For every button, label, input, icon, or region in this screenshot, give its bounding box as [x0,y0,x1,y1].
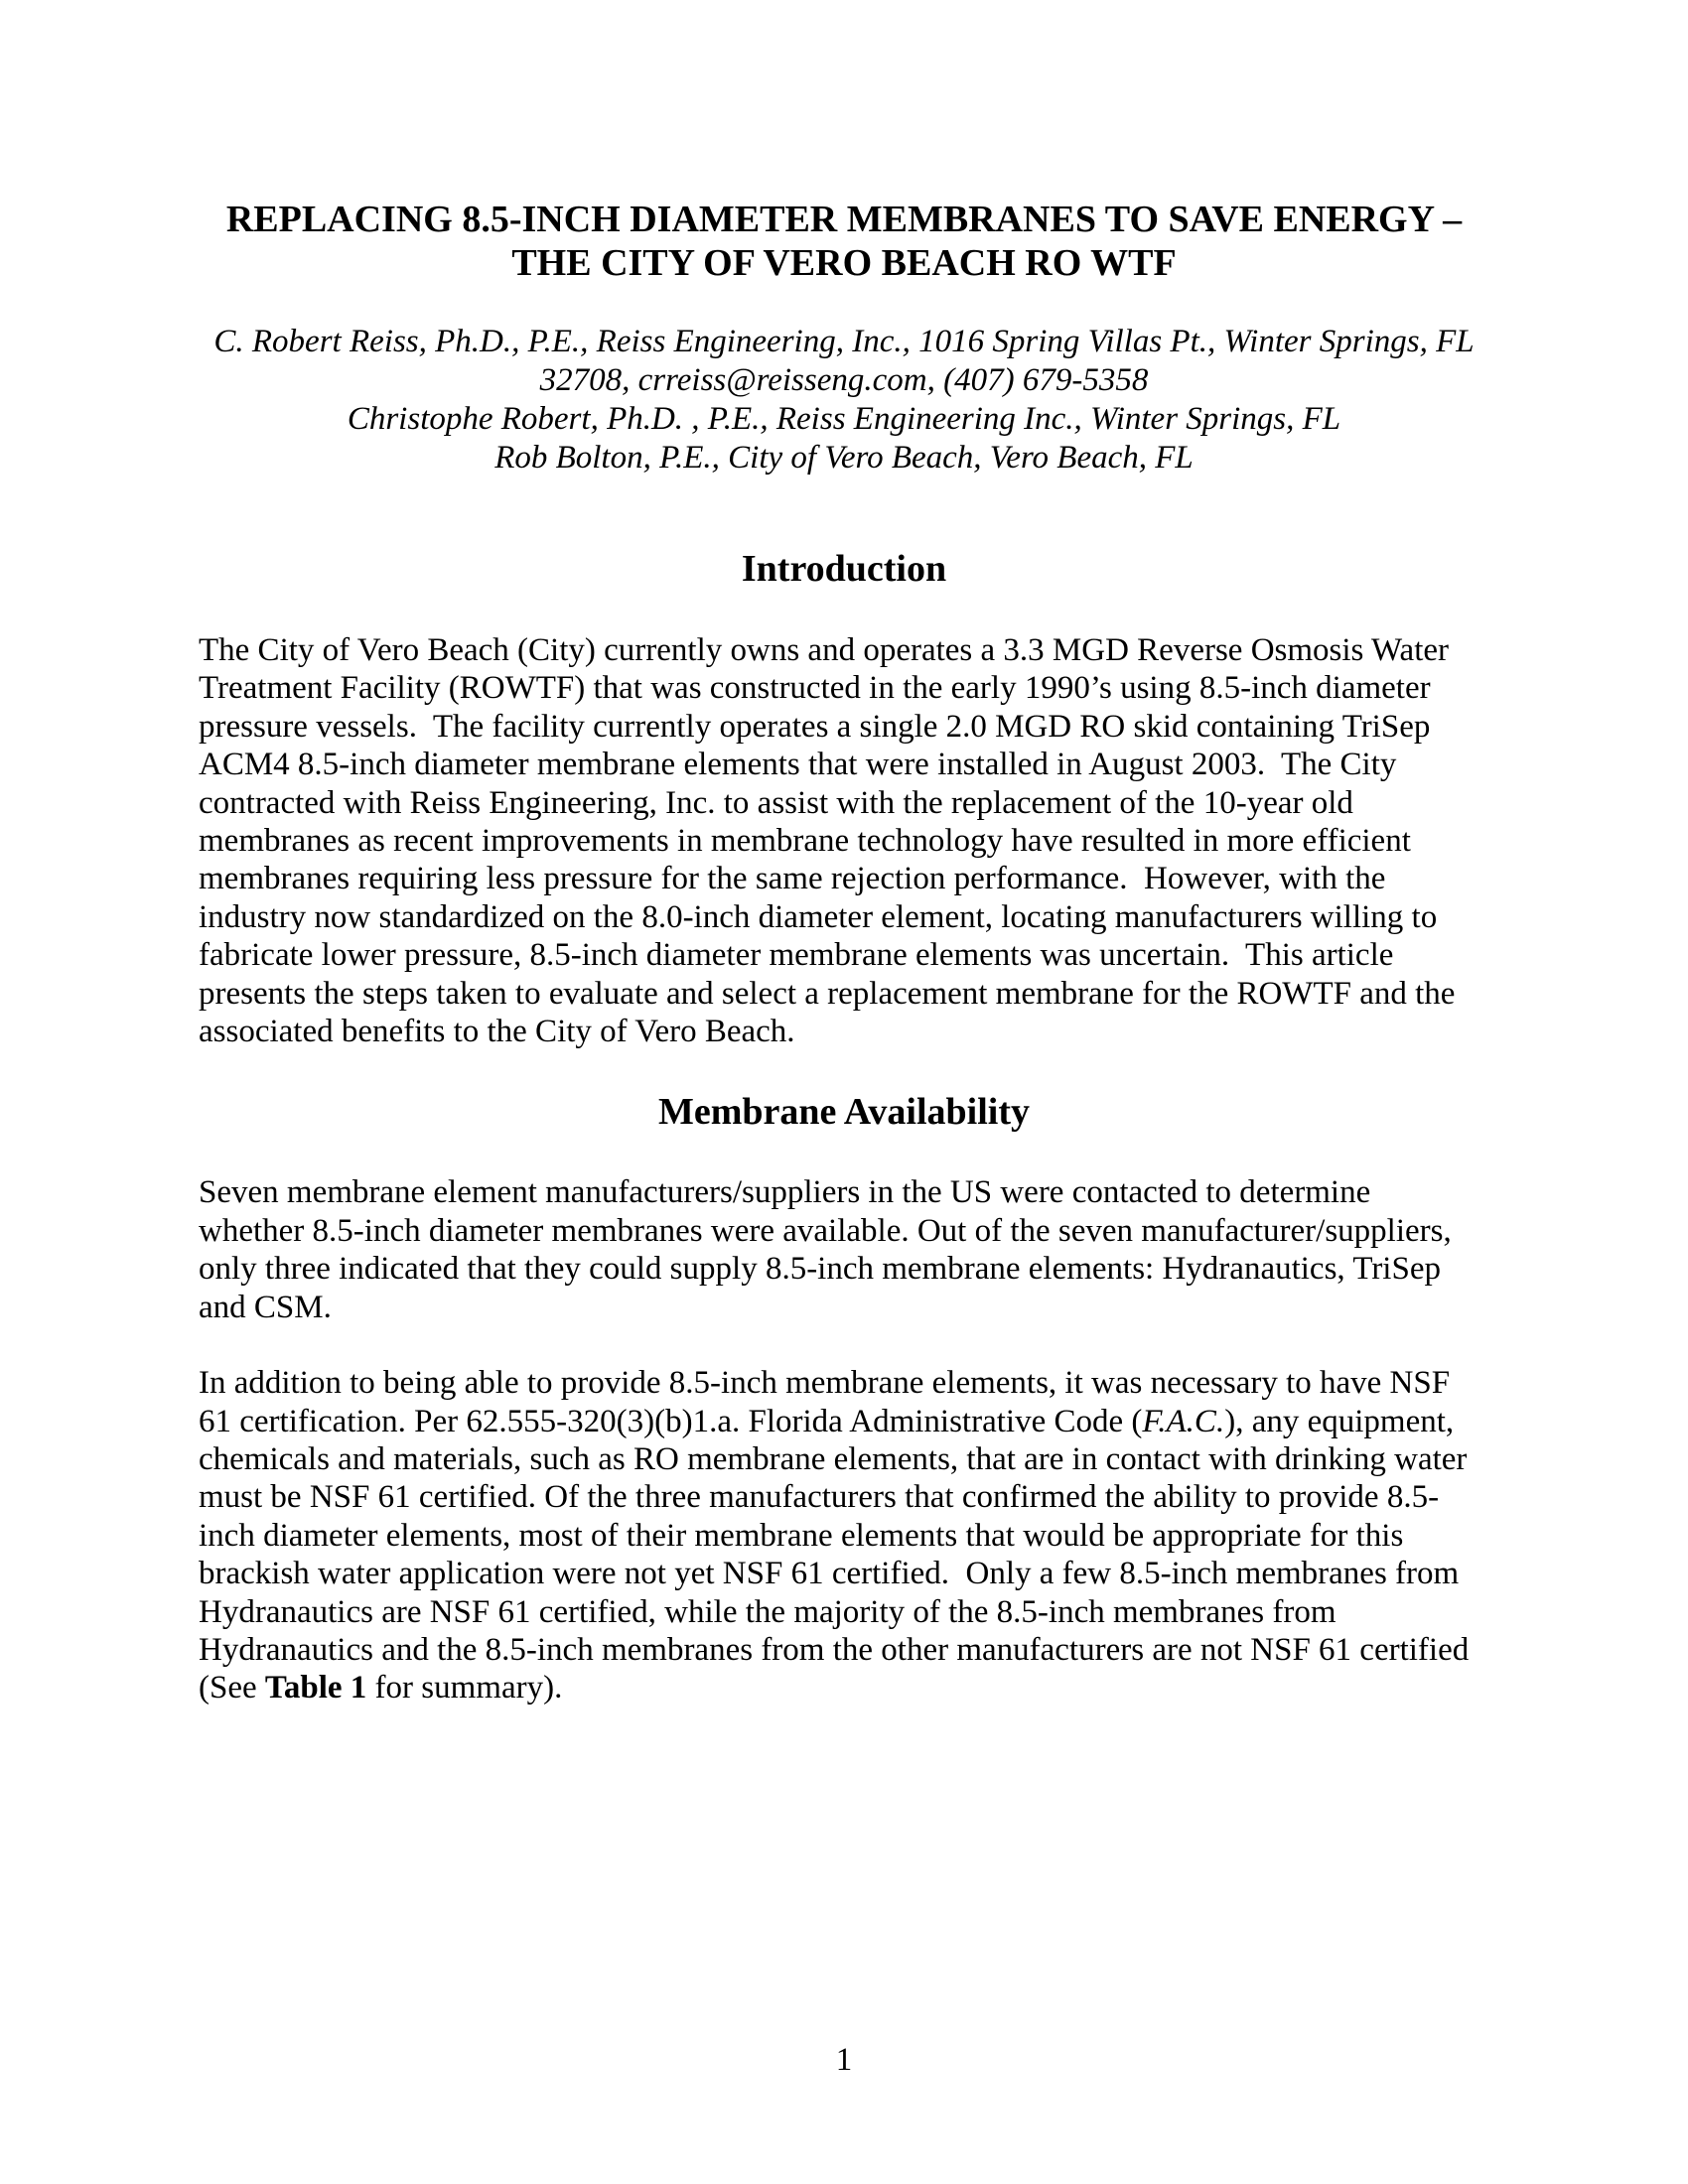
text-line: and CSM. [199,1289,332,1325]
author-block [199,323,1489,478]
text-line: fabricate lower pressure, 8.5-inch diameter membrane elements was uncertain. This article [199,937,1394,974]
text-line: membranes requiring less pressure for the same rejection performance. However, with the [199,861,1386,897]
text-line: associated benefits to the City of Vero Beach. [199,1014,795,1050]
paper-title [199,198,1489,285]
text-line: THE CITY OF VERO BEACH RO WTF [511,242,1177,284]
text-line: industry now standardized on the 8.0-inch diameter element, locating manufacturers willing to [199,898,1438,935]
text-line: Christophe Robert, Ph.D. , P.E., Reiss Engineering Inc., Winter Springs, FL [347,401,1341,437]
text-line: presents the steps taken to evaluate and select a replacement membrane for the ROWTF and the [199,975,1456,1012]
introduction-paragraph [199,631,1489,1050]
text-line: Treatment Facility (ROWTF) that was constructed in the early 1990’s using 8.5-inch diameter [199,670,1431,707]
text-line: (See Table 1 for summary). [199,1670,563,1706]
text-line: contracted with Reiss Engineering, Inc. to assist with the replacement of the 10-year old [199,784,1353,821]
text-line: Seven membrane element manufacturers/suppliers in the US were contacted to determine [199,1174,1371,1211]
text-line: membranes as recent improvements in membrane technology have resulted in more efficient [199,823,1411,860]
section-heading-introduction: Introduction [741,548,947,590]
text-line: inch diameter elements, most of their membrane elements that would be appropriate for this [199,1517,1404,1554]
membrane-availability-paragraph-2 [199,1364,1489,1707]
text-line: The City of Vero Beach (City) currently owns and operates a 3.3 MGD Reverse Osmosis Water [199,632,1449,668]
text-line: whether 8.5-inch diameter membranes were available. Out of the seven manufacturer/suppliers, [199,1212,1452,1249]
text-line: pressure vessels. The facility currently operates a single 2.0 MGD RO skid containing TriSep [199,708,1431,745]
text-line: In addition to being able to provide 8.5-inch membrane elements, it was necessary to have NSF [199,1365,1451,1402]
page-number: 1 [835,2042,853,2078]
section-heading-membrane-availability: Membrane Availability [658,1091,1030,1134]
membrane-availability-paragraph-1 [199,1173,1489,1326]
text-line: 32708, crreiss@reisseng.com, (407) 679-5358 [539,362,1149,398]
text-line: must be NSF 61 certified. Of the three manufacturers that confirmed the ability to provide 8.5- [199,1479,1440,1516]
text-line: brackish water application were not yet NSF 61 certified. Only a few 8.5-inch membranes from [199,1556,1460,1592]
text-line: Hydranautics are NSF 61 certified, while the majority of the 8.5-inch membranes from [199,1593,1336,1630]
text-line: Hydranautics and the 8.5-inch membranes from the other manufacturers are not NSF 61 certified [199,1631,1470,1668]
text-line: REPLACING 8.5-INCH DIAMETER MEMBRANES TO SAVE ENERGY – [225,199,1463,240]
text-line: only three indicated that they could supply 8.5-inch membrane elements: Hydranautics, TriSep [199,1251,1441,1288]
text-line: 61 certification. Per 62.555-320(3)(b)1.a. Florida Administrative Code (F.A.C.), any equipment, [199,1403,1455,1439]
text-line: chemicals and materials, such as RO membrane elements, that are in contact with drinking water [199,1440,1468,1477]
text-line: C. Robert Reiss, Ph.D., P.E., Reiss Engineering, Inc., 1016 Spring Villas Pt., Winter Springs, FL [213,324,1475,359]
text-line: ACM4 8.5-inch diameter membrane elements that were installed in August 2003. The City [199,747,1397,783]
text-line: Rob Bolton, P.E., City of Vero Beach, Vero Beach, FL [494,440,1194,476]
